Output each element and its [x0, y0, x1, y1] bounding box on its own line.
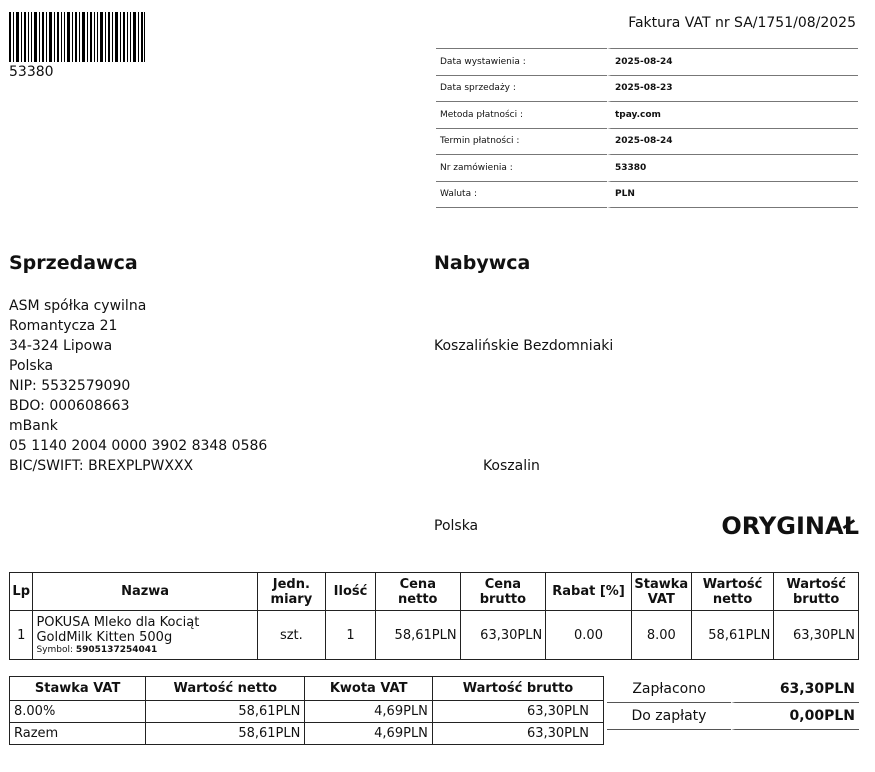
item-discount: 0.00	[546, 611, 632, 660]
col-header: Nazwa	[33, 573, 257, 611]
vat-total-label: Razem	[10, 723, 146, 745]
seller-line: ASM spółka cywilna	[9, 298, 147, 314]
meta-value: 2025-08-24	[607, 48, 858, 76]
vat-col-header: Kwota VAT	[305, 677, 433, 701]
item-name: POKUSA Mleko dla Kociąt GoldMilk Kitten 500g	[36, 615, 200, 645]
col-header: Wartość brutto	[774, 573, 859, 611]
item-qty: 1	[326, 611, 376, 660]
paid-label: Zapłacono	[607, 676, 731, 703]
items-table	[9, 572, 859, 660]
paid-value: 63,30PLN	[731, 676, 859, 703]
table-row	[10, 611, 859, 660]
vat-total-amount: 4,69PLN	[305, 723, 433, 745]
col-header: Jedn. miary	[257, 573, 325, 611]
col-header: Cena netto	[375, 573, 460, 611]
meta-label: Waluta :	[436, 182, 607, 209]
vat-total-net: 58,61PLN	[146, 723, 305, 745]
meta-value: tpay.com	[607, 102, 858, 129]
meta-row-issue-date	[436, 48, 858, 76]
col-header: Lp	[10, 573, 33, 611]
col-header: Ilość	[326, 573, 376, 611]
buyer-line	[434, 396, 613, 416]
seller-line: 34-324 Lipowa	[9, 338, 113, 354]
meta-value: PLN	[607, 182, 858, 209]
vat-amount: 4,69PLN	[305, 701, 433, 723]
col-header: Wartość netto	[691, 573, 774, 611]
payment-summary	[607, 676, 859, 730]
vat-header-row	[10, 677, 604, 701]
buyer-details	[434, 296, 613, 556]
paid-row	[607, 676, 859, 703]
item-symbol	[36, 645, 253, 655]
invoice-meta-table	[436, 48, 858, 208]
seller-line: mBank	[9, 418, 58, 434]
table-row	[10, 701, 604, 723]
item-price-gross: 63,30PLN	[460, 611, 546, 660]
item-value-net: 58,61PLN	[691, 611, 774, 660]
item-symbol-value: 5905137254041	[75, 645, 158, 655]
invoice-title: Faktura VAT nr SA/1751/08/2025	[628, 15, 856, 31]
seller-line: Polska	[9, 358, 54, 374]
seller-heading: Sprzedawca	[9, 252, 138, 274]
original-label: ORYGINAŁ	[721, 512, 859, 540]
vat-col-header: Stawka VAT	[10, 677, 146, 701]
vat-rate: 8.00%	[10, 701, 146, 723]
col-header: Stawka VAT	[631, 573, 691, 611]
meta-label: Data sprzedaży :	[436, 76, 607, 103]
col-header: Cena brutto	[460, 573, 546, 611]
vat-col-header: Wartość brutto	[432, 677, 603, 701]
barcode-number: 53380	[9, 64, 54, 80]
table-row	[10, 723, 604, 745]
buyer-line: Polska	[434, 518, 479, 534]
vat-summary-table	[9, 676, 604, 745]
meta-value: 2025-08-24	[607, 129, 858, 156]
seller-details	[9, 296, 267, 476]
vat-gross: 63,30PLN	[432, 701, 603, 723]
meta-label: Metoda płatności :	[436, 102, 607, 129]
meta-value: 2025-08-23	[607, 76, 858, 103]
meta-value: 53380	[607, 155, 858, 182]
meta-label: Data wystawienia :	[436, 48, 607, 76]
buyer-line: Koszalińskie Bezdomniaki	[434, 338, 614, 354]
seller-line: BDO: 000608663	[9, 398, 130, 414]
seller-line: BIC/SWIFT: BREXPLPWXXX	[9, 458, 194, 474]
col-header: Rabat [%]	[546, 573, 632, 611]
item-lp: 1	[10, 611, 33, 660]
buyer-line: Koszalin	[434, 458, 540, 474]
meta-row-due-date	[436, 129, 858, 156]
meta-label: Termin płatności :	[436, 129, 607, 156]
due-label: Do zapłaty	[607, 703, 731, 730]
buyer-heading: Nabywca	[434, 252, 531, 274]
item-name-cell	[33, 611, 257, 660]
meta-row-payment-method	[436, 102, 858, 129]
barcode	[9, 12, 145, 62]
items-header-row	[10, 573, 859, 611]
item-symbol-label: Symbol:	[36, 645, 73, 655]
meta-row-sale-date	[436, 76, 858, 103]
due-value: 0,00PLN	[731, 703, 859, 730]
item-value-gross: 63,30PLN	[774, 611, 859, 660]
meta-row-order-number	[436, 155, 858, 182]
item-price-net: 58,61PLN	[375, 611, 460, 660]
meta-label: Nr zamówienia :	[436, 155, 607, 182]
due-row	[607, 703, 859, 730]
seller-line: 05 1140 2004 0000 3902 8348 0586	[9, 438, 268, 454]
vat-col-header: Wartość netto	[146, 677, 305, 701]
vat-net: 58,61PLN	[146, 701, 305, 723]
item-unit: szt.	[257, 611, 325, 660]
meta-row-currency	[436, 182, 858, 209]
seller-line: Romantycza 21	[9, 318, 118, 334]
vat-total-gross: 63,30PLN	[432, 723, 603, 745]
seller-line: NIP: 5532579090	[9, 378, 131, 394]
item-vat-rate: 8.00	[631, 611, 691, 660]
